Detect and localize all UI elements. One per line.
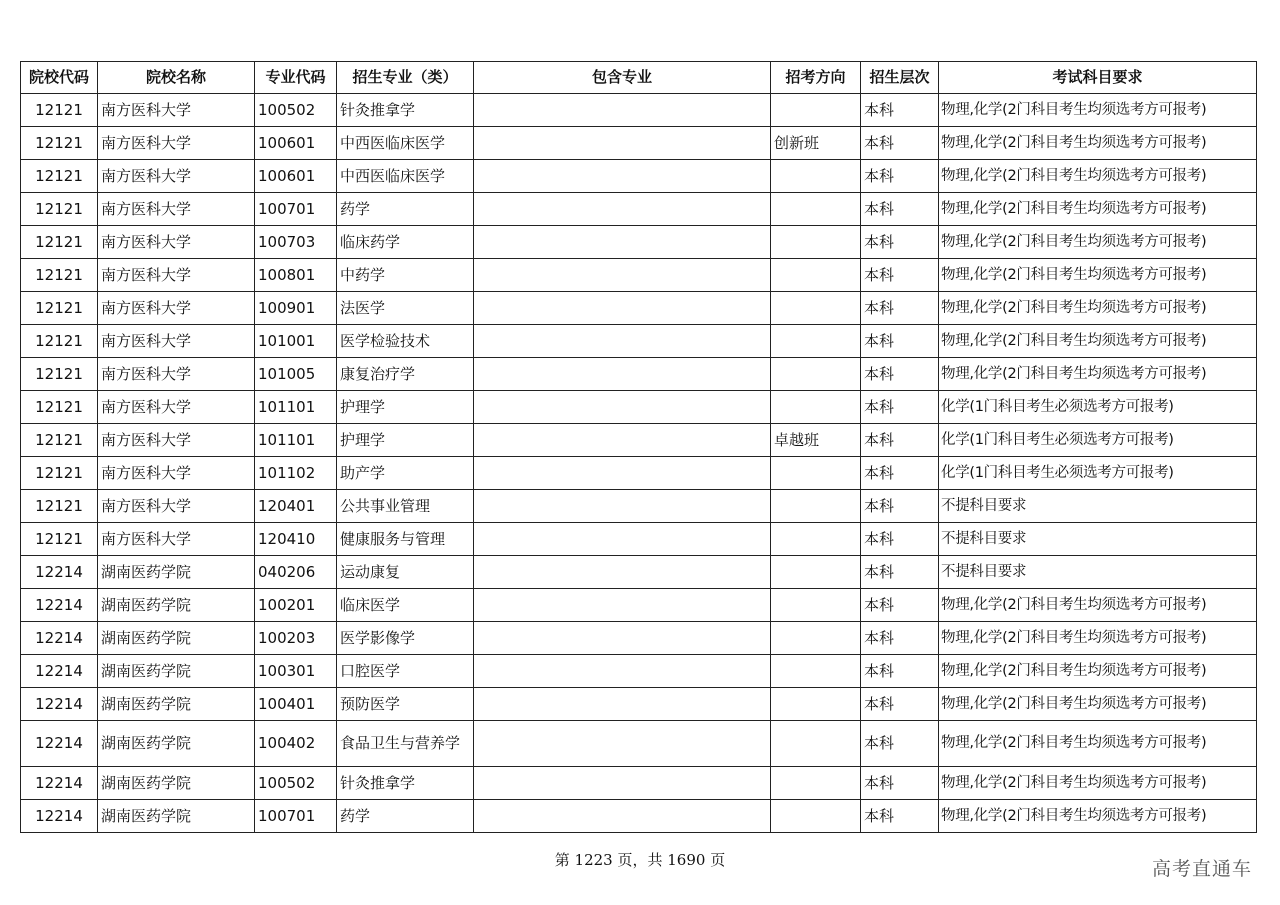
cell-school-code: 12214 <box>21 589 98 622</box>
cell-direction <box>771 523 861 556</box>
table-row <box>21 424 1257 457</box>
cell-requirement: 物理,化学(2门科目考生均须选考方可报考) <box>939 589 1257 622</box>
header-level: 招生层次 <box>861 62 939 94</box>
table-row <box>21 523 1257 556</box>
table-row <box>21 358 1257 391</box>
cell-major-code: 101101 <box>255 424 337 457</box>
cell-requirement: 物理,化学(2门科目考生均须选考方可报考) <box>939 226 1257 259</box>
cell-included-majors <box>474 424 771 457</box>
table-row <box>21 655 1257 688</box>
cell-major: 护理学 <box>337 391 474 424</box>
cell-major: 康复治疗学 <box>337 358 474 391</box>
cell-included-majors <box>474 127 771 160</box>
cell-major: 医学影像学 <box>337 622 474 655</box>
cell-level: 本科 <box>861 655 939 688</box>
cell-requirement: 物理,化学(2门科目考生均须选考方可报考) <box>939 127 1257 160</box>
cell-requirement: 物理,化学(2门科目考生均须选考方可报考) <box>939 622 1257 655</box>
cell-direction <box>771 622 861 655</box>
cell-direction <box>771 490 861 523</box>
cell-major-code: 120410 <box>255 523 337 556</box>
cell-major: 临床药学 <box>337 226 474 259</box>
cell-included-majors <box>474 556 771 589</box>
page-number: 第 1223 页，共 1690 页 <box>554 851 726 869</box>
cell-included-majors <box>474 523 771 556</box>
cell-major: 口腔医学 <box>337 655 474 688</box>
cell-level: 本科 <box>861 259 939 292</box>
cell-major-code: 100601 <box>255 160 337 193</box>
cell-school-name: 南方医科大学 <box>98 160 255 193</box>
cell-school-name: 南方医科大学 <box>98 193 255 226</box>
cell-direction <box>771 800 861 833</box>
cell-major-code: 100701 <box>255 800 337 833</box>
cell-school-name: 南方医科大学 <box>98 424 255 457</box>
cell-school-code: 12121 <box>21 457 98 490</box>
cell-included-majors <box>474 160 771 193</box>
cell-major: 临床医学 <box>337 589 474 622</box>
table-row <box>21 259 1257 292</box>
cell-included-majors <box>474 688 771 721</box>
cell-major-code: 100901 <box>255 292 337 325</box>
cell-school-name: 南方医科大学 <box>98 391 255 424</box>
cell-school-name: 南方医科大学 <box>98 94 255 127</box>
watermark: 高考直通车 <box>1151 858 1252 880</box>
cell-school-name: 南方医科大学 <box>98 358 255 391</box>
cell-major-code: 101005 <box>255 358 337 391</box>
cell-requirement: 不提科目要求 <box>939 523 1257 556</box>
cell-major: 中药学 <box>337 259 474 292</box>
cell-school-name: 湖南医药学院 <box>98 655 255 688</box>
cell-school-code: 12214 <box>21 688 98 721</box>
cell-level: 本科 <box>861 160 939 193</box>
cell-school-name: 湖南医药学院 <box>98 589 255 622</box>
cell-requirement: 物理,化学(2门科目考生均须选考方可报考) <box>939 193 1257 226</box>
cell-requirement: 不提科目要求 <box>939 490 1257 523</box>
cell-major-code: 101102 <box>255 457 337 490</box>
cell-level: 本科 <box>861 358 939 391</box>
header-major-code: 专业代码 <box>255 62 337 94</box>
cell-school-name: 南方医科大学 <box>98 226 255 259</box>
cell-major-code: 100801 <box>255 259 337 292</box>
cell-requirement: 物理,化学(2门科目考生均须选考方可报考) <box>939 800 1257 833</box>
cell-included-majors <box>474 391 771 424</box>
cell-requirement: 物理,化学(2门科目考生均须选考方可报考) <box>939 259 1257 292</box>
cell-school-code: 12121 <box>21 523 98 556</box>
cell-direction <box>771 94 861 127</box>
cell-level: 本科 <box>861 688 939 721</box>
cell-major: 健康服务与管理 <box>337 523 474 556</box>
header-school-name: 院校名称 <box>98 62 255 94</box>
cell-school-name: 南方医科大学 <box>98 523 255 556</box>
cell-direction <box>771 160 861 193</box>
header-row <box>21 62 1257 94</box>
cell-included-majors <box>474 259 771 292</box>
cell-school-code: 12214 <box>21 800 98 833</box>
table-row <box>21 767 1257 800</box>
cell-included-majors <box>474 292 771 325</box>
cell-included-majors <box>474 622 771 655</box>
cell-major-code: 100401 <box>255 688 337 721</box>
cell-level: 本科 <box>861 523 939 556</box>
cell-requirement: 物理,化学(2门科目考生均须选考方可报考) <box>939 688 1257 721</box>
cell-level: 本科 <box>861 767 939 800</box>
cell-major: 护理学 <box>337 424 474 457</box>
cell-requirement: 化学(1门科目考生必须选考方可报考) <box>939 424 1257 457</box>
cell-included-majors <box>474 767 771 800</box>
cell-school-code: 12121 <box>21 127 98 160</box>
cell-included-majors <box>474 325 771 358</box>
cell-school-code: 12214 <box>21 622 98 655</box>
cell-level: 本科 <box>861 127 939 160</box>
table-row <box>21 391 1257 424</box>
cell-school-code: 12121 <box>21 292 98 325</box>
cell-level: 本科 <box>861 226 939 259</box>
cell-major-code: 100502 <box>255 94 337 127</box>
cell-major: 法医学 <box>337 292 474 325</box>
cell-school-name: 南方医科大学 <box>98 490 255 523</box>
cell-school-code: 12121 <box>21 391 98 424</box>
cell-school-name: 湖南医药学院 <box>98 800 255 833</box>
cell-school-code: 12121 <box>21 358 98 391</box>
cell-major-code: 100701 <box>255 193 337 226</box>
cell-level: 本科 <box>861 391 939 424</box>
cell-included-majors <box>474 490 771 523</box>
cell-school-code: 12121 <box>21 193 98 226</box>
cell-included-majors <box>474 655 771 688</box>
cell-major: 公共事业管理 <box>337 490 474 523</box>
cell-major-code: 101101 <box>255 391 337 424</box>
cell-school-name: 南方医科大学 <box>98 457 255 490</box>
cell-major: 针灸推拿学 <box>337 94 474 127</box>
cell-school-name: 湖南医药学院 <box>98 556 255 589</box>
cell-school-code: 12121 <box>21 259 98 292</box>
cell-level: 本科 <box>861 292 939 325</box>
cell-major-code: 100201 <box>255 589 337 622</box>
cell-requirement: 化学(1门科目考生必须选考方可报考) <box>939 391 1257 424</box>
cell-level: 本科 <box>861 424 939 457</box>
cell-major: 预防医学 <box>337 688 474 721</box>
cell-direction <box>771 688 861 721</box>
header-major: 招生专业（类） <box>337 62 474 94</box>
table-row <box>21 226 1257 259</box>
admissions-table <box>20 61 1257 833</box>
cell-major: 中西医临床医学 <box>337 127 474 160</box>
cell-level: 本科 <box>861 800 939 833</box>
cell-school-code: 12214 <box>21 556 98 589</box>
cell-level: 本科 <box>861 589 939 622</box>
table-row <box>21 160 1257 193</box>
cell-major-code: 100502 <box>255 767 337 800</box>
table-row <box>21 292 1257 325</box>
table-row <box>21 622 1257 655</box>
cell-major: 运动康复 <box>337 556 474 589</box>
cell-direction <box>771 292 861 325</box>
header-school-code: 院校代码 <box>21 62 98 94</box>
cell-school-name: 湖南医药学院 <box>98 688 255 721</box>
cell-major: 医学检验技术 <box>337 325 474 358</box>
cell-major-code: 100301 <box>255 655 337 688</box>
table-row <box>21 193 1257 226</box>
cell-major: 药学 <box>337 800 474 833</box>
table-row <box>21 800 1257 833</box>
cell-direction <box>771 358 861 391</box>
cell-school-name: 湖南医药学院 <box>98 767 255 800</box>
cell-major: 针灸推拿学 <box>337 767 474 800</box>
cell-major: 药学 <box>337 193 474 226</box>
header-direction: 招考方向 <box>771 62 861 94</box>
cell-level: 本科 <box>861 490 939 523</box>
cell-direction <box>771 325 861 358</box>
cell-major-code: 100402 <box>255 721 337 767</box>
cell-included-majors <box>474 721 771 767</box>
cell-included-majors <box>474 226 771 259</box>
cell-major: 中西医临床医学 <box>337 160 474 193</box>
cell-school-name: 南方医科大学 <box>98 127 255 160</box>
cell-direction <box>771 226 861 259</box>
cell-included-majors <box>474 358 771 391</box>
cell-school-name: 湖南医药学院 <box>98 622 255 655</box>
cell-school-code: 12121 <box>21 226 98 259</box>
cell-direction <box>771 721 861 767</box>
cell-direction <box>771 655 861 688</box>
cell-major-code: 100203 <box>255 622 337 655</box>
cell-included-majors <box>474 193 771 226</box>
cell-major-code: 120401 <box>255 490 337 523</box>
cell-school-code: 12121 <box>21 490 98 523</box>
cell-direction <box>771 556 861 589</box>
cell-direction <box>771 193 861 226</box>
cell-school-name: 南方医科大学 <box>98 325 255 358</box>
cell-major-code: 040206 <box>255 556 337 589</box>
cell-school-code: 12214 <box>21 767 98 800</box>
cell-requirement: 物理,化学(2门科目考生均须选考方可报考) <box>939 655 1257 688</box>
table-row <box>21 325 1257 358</box>
header-requirement: 考试科目要求 <box>939 62 1257 94</box>
cell-major: 食品卫生与营养学 <box>337 721 474 767</box>
cell-school-code: 12121 <box>21 160 98 193</box>
cell-level: 本科 <box>861 193 939 226</box>
cell-major: 助产学 <box>337 457 474 490</box>
cell-level: 本科 <box>861 622 939 655</box>
table-row <box>21 490 1257 523</box>
table-row <box>21 688 1257 721</box>
cell-requirement: 物理,化学(2门科目考生均须选考方可报考) <box>939 767 1257 800</box>
cell-direction <box>771 457 861 490</box>
cell-level: 本科 <box>861 556 939 589</box>
table-row <box>21 457 1257 490</box>
cell-level: 本科 <box>861 721 939 767</box>
table-row <box>21 94 1257 127</box>
cell-school-name: 南方医科大学 <box>98 259 255 292</box>
cell-requirement: 物理,化学(2门科目考生均须选考方可报考) <box>939 721 1257 767</box>
cell-school-code: 12214 <box>21 721 98 767</box>
cell-major-code: 100703 <box>255 226 337 259</box>
cell-requirement: 不提科目要求 <box>939 556 1257 589</box>
cell-school-name: 湖南医药学院 <box>98 721 255 767</box>
header-included-majors: 包含专业 <box>474 62 771 94</box>
cell-requirement: 物理,化学(2门科目考生均须选考方可报考) <box>939 94 1257 127</box>
cell-school-code: 12121 <box>21 325 98 358</box>
table-row <box>21 127 1257 160</box>
cell-level: 本科 <box>861 457 939 490</box>
cell-school-code: 12121 <box>21 94 98 127</box>
table-row <box>21 556 1257 589</box>
table-row <box>21 721 1257 767</box>
cell-direction <box>771 767 861 800</box>
cell-direction <box>771 391 861 424</box>
cell-direction <box>771 589 861 622</box>
cell-included-majors <box>474 457 771 490</box>
cell-direction <box>771 259 861 292</box>
cell-included-majors <box>474 589 771 622</box>
cell-major-code: 100601 <box>255 127 337 160</box>
cell-requirement: 物理,化学(2门科目考生均须选考方可报考) <box>939 292 1257 325</box>
cell-school-name: 南方医科大学 <box>98 292 255 325</box>
cell-school-code: 12214 <box>21 655 98 688</box>
cell-direction: 卓越班 <box>771 424 861 457</box>
cell-school-code: 12121 <box>21 424 98 457</box>
cell-requirement: 物理,化学(2门科目考生均须选考方可报考) <box>939 358 1257 391</box>
cell-requirement: 物理,化学(2门科目考生均须选考方可报考) <box>939 160 1257 193</box>
cell-major-code: 101001 <box>255 325 337 358</box>
cell-level: 本科 <box>861 325 939 358</box>
cell-included-majors <box>474 800 771 833</box>
cell-requirement: 化学(1门科目考生必须选考方可报考) <box>939 457 1257 490</box>
cell-requirement: 物理,化学(2门科目考生均须选考方可报考) <box>939 325 1257 358</box>
cell-direction: 创新班 <box>771 127 861 160</box>
table-row <box>21 589 1257 622</box>
cell-level: 本科 <box>861 94 939 127</box>
cell-included-majors <box>474 94 771 127</box>
